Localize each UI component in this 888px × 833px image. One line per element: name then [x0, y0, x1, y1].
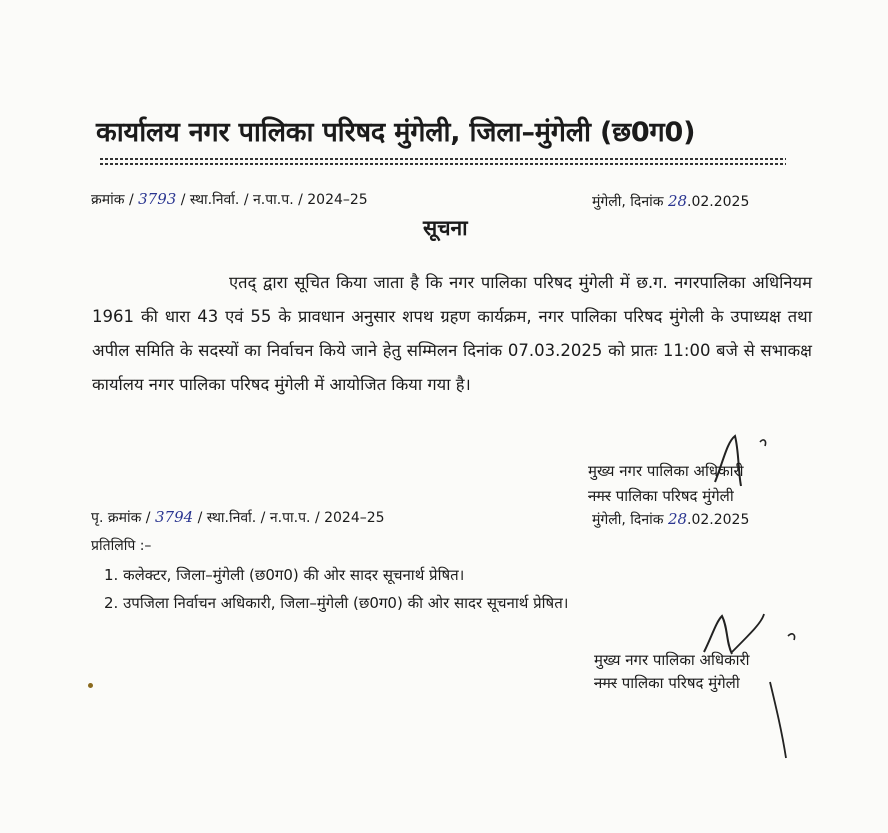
endorsement-number: पृ. क्रमांक / 3794 / स्था.निर्वा. / न.पा.प. / 2024–25 [91, 508, 385, 526]
struck-word-2: नगर [594, 674, 617, 692]
paper-speck [88, 683, 93, 688]
struck-word-1: नगर [588, 487, 611, 505]
signatory-office-1: नगर पालिका परिषद मुंगेली [588, 487, 734, 505]
handwritten-day: 28 [667, 192, 688, 210]
notice-body: एतद् द्वारा सूचित किया जाता है कि नगर पालिका परिषद मुंगेली में छ.ग. नगरपालिका अधिनियम 1961 की धारा 43 एवं 55 के प्रावधान अनुसार शपथ ग्रहण कार्यक्रम, नगर पालिका परिषद मुंगेली के उपाध्यक्ष तथा अपील समिति के सदस्यों का निर्वाचन किये जाने हेतु सम्मिलन दिनांक 07.03.2025 को प्रातः 11:00 बजे से सभाकक्ष कार्यालय नगर पालिका परिषद मुंगेली में आयोजित किया गया है। [92, 273, 812, 394]
recipient-1: 1. कलेक्टर, जिला–मुंगेली (छ0ग0) की ओर सादर सूचनार्थ प्रेषित। [104, 566, 465, 584]
signatory-designation-1: मुख्य नगर पालिका अधिकारी [588, 462, 744, 480]
copy-label: प्रतिलिपि :– [91, 538, 152, 554]
reference-date: मुंगेली, दिनांक 28.02.2025 [592, 192, 750, 210]
reference-number: क्रमांक / 3793 / स्था.निर्वा. / न.पा.प. / 2024–25 [91, 190, 368, 208]
header-divider-bottom [100, 163, 786, 165]
handwritten-endorsement-day: 28 [667, 510, 688, 528]
office-title: कार्यालय नगर पालिका परिषद मुंगेली, जिला–मुंगेली (छ0ग0) [96, 117, 696, 148]
signatory-designation-2: मुख्य नगर पालिका अधिकारी [594, 651, 750, 669]
endorsement-date: मुंगेली, दिनांक 28.02.2025 [592, 510, 750, 528]
signatory-office-2: नगर पालिका परिषद मुंगेली [594, 674, 740, 692]
header-divider-top [100, 158, 786, 160]
notice-title: सूचना [423, 216, 468, 240]
handwritten-reference-no: 3793 [138, 190, 177, 208]
handwritten-endorsement-no: 3794 [154, 508, 194, 526]
recipient-2: 2. उपजिला निर्वाचन अधिकारी, जिला–मुंगेली (छ0ग0) की ओर सादर सूचनार्थ प्रेषित। [104, 594, 569, 612]
